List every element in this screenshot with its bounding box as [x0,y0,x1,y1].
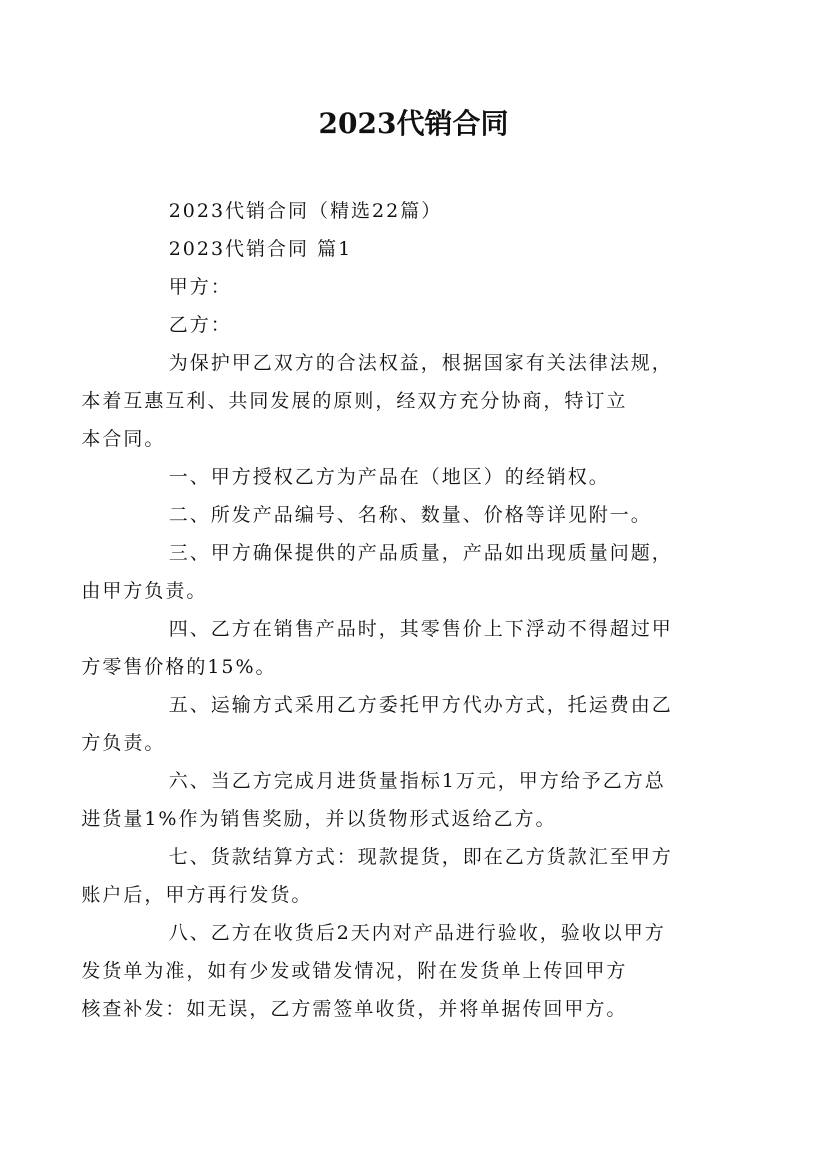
paragraph-line: 一、甲方授权乙方为产品在（地区）的经销权。 [168,466,610,488]
paragraph [81,534,715,610]
paragraph-line: 发货单为准，如有少发或错发情况，附在发货单上传回甲方 [81,960,628,982]
paragraph [81,914,715,1028]
paragraph [125,268,715,306]
paragraph [125,306,715,344]
paragraph [81,344,715,458]
paragraph-line: 方负责。 [81,732,166,754]
paragraph [125,496,715,534]
paragraph [125,458,715,496]
paragraph-line: 七、货款结算方式：现款提货，即在乙方货款汇至甲方 [168,846,673,868]
paragraph-line: 账户后，甲方再行发货。 [81,884,313,906]
paragraph-line: 三、甲方确保提供的产品质量，产品如出现质量问题， [168,542,673,564]
paragraph-line: 四、乙方在销售产品时，其零售价上下浮动不得超过甲 [168,618,673,640]
paragraph-line: 进货量1%作为销售奖励，并以货物形式返给乙方。 [81,808,557,830]
paragraph-line: 由甲方负责。 [81,580,208,602]
paragraph-line: 核查补发：如无误，乙方需签单收货，并将单据传回甲方。 [81,998,628,1020]
paragraph [81,838,715,914]
paragraph [81,762,715,838]
paragraph-line: 方零售价格的15%。 [81,656,277,678]
paragraph-line: 为保护甲乙双方的合法权益，根据国家有关法律法规， [168,352,673,374]
paragraph-line: 五、运输方式采用乙方委托甲方代办方式，托运费由乙 [168,694,673,716]
paragraph [81,610,715,686]
paragraph-line: 六、当乙方完成月进货量指标1万元，甲方给予乙方总 [168,770,666,792]
document-body [81,192,715,1028]
paragraph-line: 本合同。 [81,428,166,450]
paragraph [125,192,715,230]
paragraph-line: 乙方： [168,314,232,336]
document-title: 2023代销合同 [318,107,509,140]
paragraph-line: 本着互惠互利、共同发展的原则，经双方充分协商，特订立 [81,390,628,412]
paragraph-line: 2023代销合同（精选22篇） [168,200,443,222]
paragraph-line: 八、乙方在收货后2天内对产品进行验收，验收以甲方 [168,922,666,944]
paragraph-line: 二、所发产品编号、名称、数量、价格等详见附一。 [168,504,652,526]
paragraph [125,230,715,268]
paragraph-line: 甲方： [168,276,232,298]
paragraph-line: 2023代销合同 篇1 [168,238,353,260]
paragraph [81,686,715,762]
